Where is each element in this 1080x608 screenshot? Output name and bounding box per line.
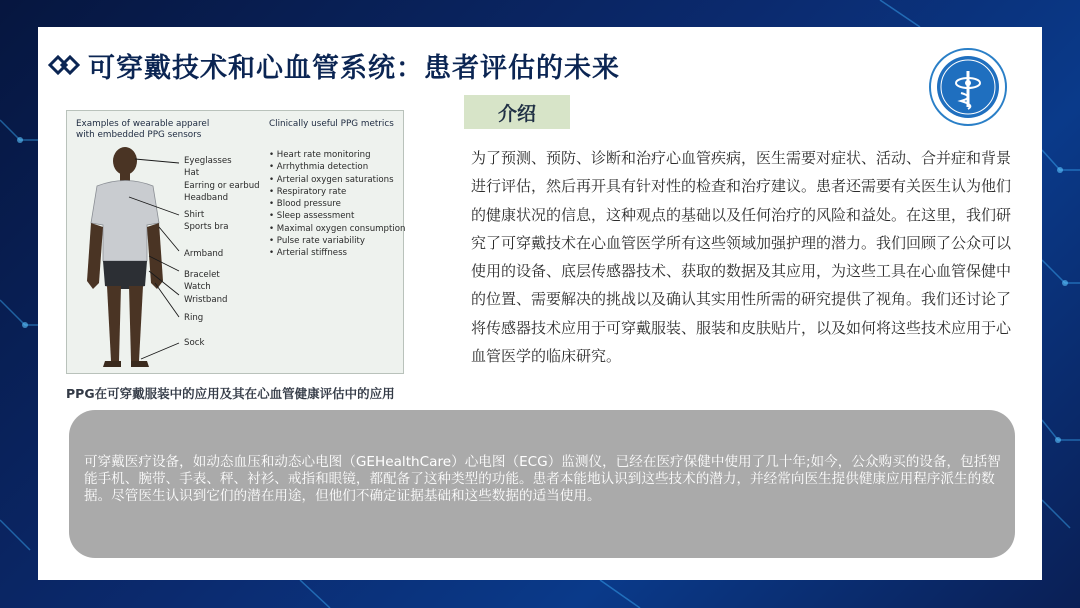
metric-item: • Arrhythmia detection	[269, 162, 369, 173]
apparel-label: Eyeglasses	[184, 156, 232, 166]
apparel-label: Bracelet	[184, 270, 220, 280]
figure-left-heading-line: with embedded PPG sensors	[76, 130, 202, 140]
apparel-label: Hat	[184, 168, 200, 179]
metric-item: • Arterial oxygen saturations	[269, 174, 394, 185]
figure-left-heading-line: Examples of wearable apparel	[76, 119, 210, 129]
title-row	[48, 45, 620, 85]
apparel-label: Ring	[184, 313, 204, 323]
info-callout-text: 可穿戴医疗设备，如动态血压和动态心电图（GEHealthCare）心电图（ECG）监测仪，已经在医疗保健中使用了几十年;如今，公众购买的设备，包括智能手机、腕带、手表、秤、衬衫、戒指和眼镜，都配备了这种类型的功能。患者本能地认识到这些技术的潜力，并经常向医生提供健康应用程序派生的数据。尽管医生认识到它们的潜在用途，但他们不确定证据基础和这些数据的适当使用。	[84, 454, 1001, 504]
apparel-label: Watch	[184, 282, 211, 293]
intro-paragraph: 为了预测、预防、诊断和治疗心血管疾病，医生需要对症状、活动、合并症和背景进行评估，然后再开具有针对性的检查和治疗建议。患者还需要有关医生认为他们的健康状况的信息，这种观点的基础以及任何治疗的风险和益处。在这里，我们研究了可穿戴技术在心血管医学所有这些领域加强护理的潜力。我们回顾了公众可以使用的设备、底层传感器技术、获取的数据及其应用，为这些工具在心血管保健中的位置、需要解决的挑战以及确认其实用性所需的研究提供了视角。我们还讨论了将传感器技术应用于可穿戴服装、服装和皮肤贴片，以及如何将这些技术应用于心血管医学的临床研究。	[471, 149, 1012, 366]
metric-item: • Pulse rate variability	[269, 236, 365, 247]
metric-item: • Maximal oxygen consumption	[269, 223, 406, 234]
metric-item: • Respiratory rate	[269, 186, 347, 197]
apparel-label: Headband	[184, 192, 229, 203]
apparel-labels-group-2	[184, 209, 229, 234]
caduceus-logo-icon	[928, 47, 1008, 127]
figure-right-heading: Clinically useful PPG metrics	[269, 119, 394, 129]
apparel-label: Shirt	[184, 210, 205, 220]
ppg-metrics-list	[269, 149, 405, 260]
apparel-labels-group-1	[184, 155, 260, 204]
figure-caption: PPG在可穿戴服装中的应用及其在心血管健康评估中的应用	[66, 386, 395, 401]
apparel-label: Armband	[184, 249, 224, 259]
metric-item: • Heart rate monitoring	[269, 150, 371, 160]
apparel-label: Sports bra	[184, 222, 229, 233]
apparel-label: Sock	[184, 338, 205, 348]
apparel-labels-group-3	[184, 269, 228, 306]
ppg-wearables-figure	[66, 110, 404, 374]
intro-section-label: 介绍	[464, 95, 570, 129]
apparel-label: Earring or earbud	[184, 180, 260, 191]
slide-canvas	[38, 27, 1042, 580]
metric-item: • Blood pressure	[269, 199, 341, 210]
apparel-label: Wristband	[184, 294, 228, 305]
info-callout-box	[69, 410, 1015, 558]
metric-item: • Arterial stiffness	[269, 248, 348, 259]
page-title: 可穿戴技术和心血管系统：患者评估的未来	[88, 52, 620, 84]
metric-item: • Sleep assessment	[269, 211, 355, 222]
double-diamond-icon	[48, 53, 80, 77]
